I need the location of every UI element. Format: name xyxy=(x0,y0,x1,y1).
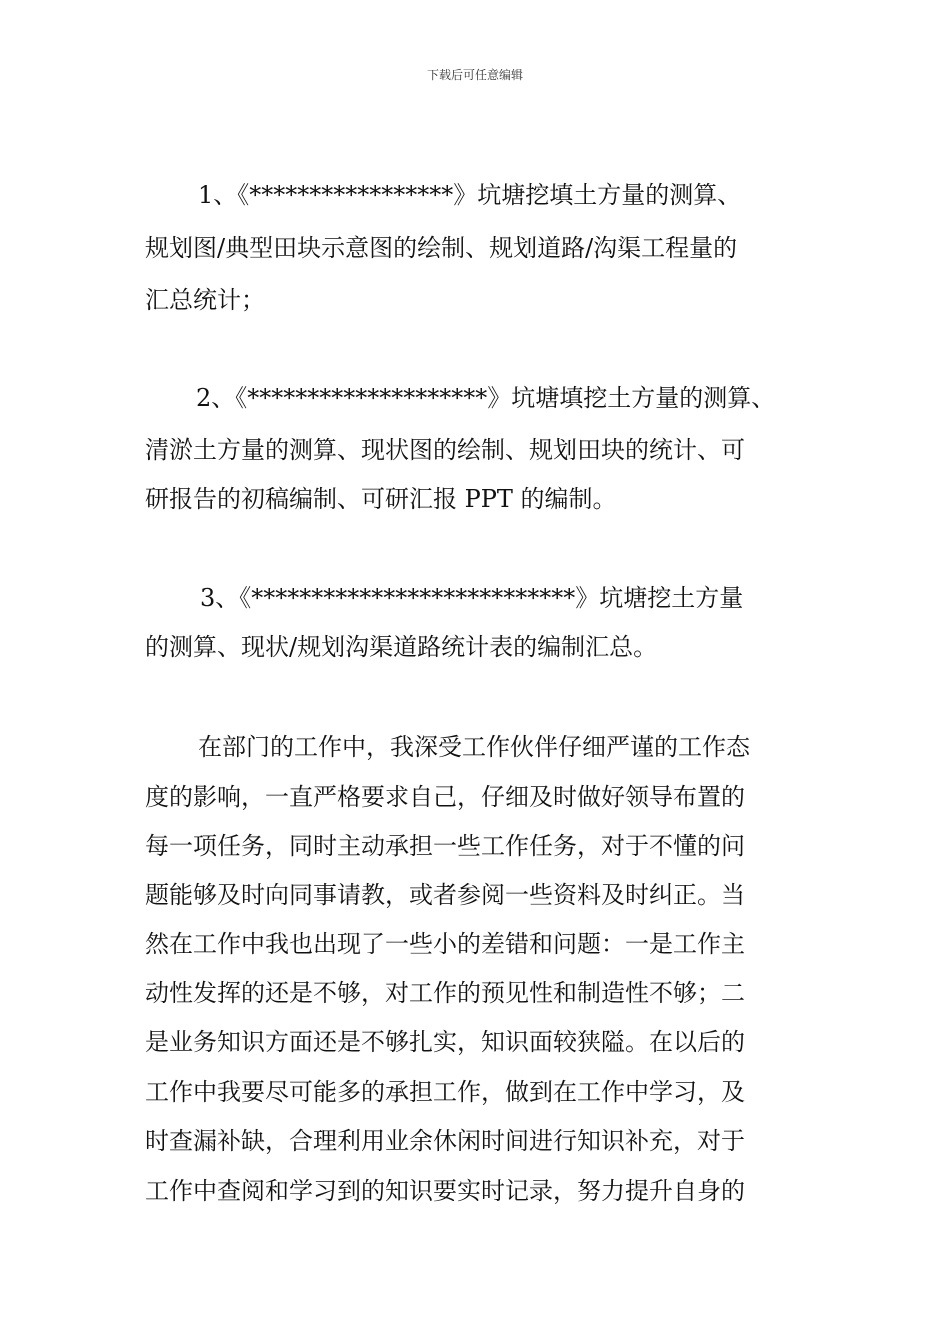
item-3-line-2: 的测算、现状/规划沟渠道路统计表的编制汇总。 xyxy=(145,633,658,661)
paragraph-line-6: 动性发挥的还是不够，对工作的预见性和制造性不够；二 xyxy=(145,979,745,1007)
paragraph-line-1: 在部门的工作中，我深受工作伙伴仔细严谨的工作态 xyxy=(198,733,750,761)
paragraph-line-4: 题能够及时向同事请教，或者参阅一些资料及时纠正。当 xyxy=(145,881,745,909)
paragraph-line-3: 每一项任务，同时主动承担一些工作任务，对于不懂的问 xyxy=(145,832,745,860)
item-3-line-1: 3、《***************************》坑塘挖土方量 xyxy=(200,584,744,612)
page-header: 下载后可任意编辑 xyxy=(426,68,523,82)
paragraph-line-5: 然在工作中我也出现了一些小的差错和问题：一是工作主 xyxy=(145,930,745,958)
paragraph-line-2: 度的影响，一直严格要求自己，仔细及时做好领导布置的 xyxy=(145,783,745,811)
item-1-line-2: 规划图/典型田块示意图的绘制、规划道路/沟渠工程量的 xyxy=(145,234,738,262)
item-2-line-1: 2、《********************》坑塘填挖土方量的测算、 xyxy=(196,384,776,412)
paragraph-line-10: 工作中查阅和学习到的知识要实时记录，努力提升自身的 xyxy=(145,1177,745,1205)
paragraph-line-7: 是业务知识方面还是不够扎实，知识面较狭隘。在以后的 xyxy=(145,1028,745,1056)
item-1-line-3: 汇总统计； xyxy=(145,286,265,314)
paragraph-line-9: 时查漏补缺，合理利用业余休闲时间进行知识补充，对于 xyxy=(145,1127,745,1155)
paragraph-line-8: 工作中我要尽可能多的承担工作，做到在工作中学习，及 xyxy=(145,1078,745,1106)
item-2-line-3: 研报告的初稿编制、可研汇报 PPT 的编制。 xyxy=(145,485,617,513)
item-1-line-1: 1、《*****************》坑塘挖填土方量的测算、 xyxy=(198,181,742,209)
item-2-line-2: 清淤土方量的测算、现状图的绘制、规划田块的统计、可 xyxy=(145,436,745,464)
